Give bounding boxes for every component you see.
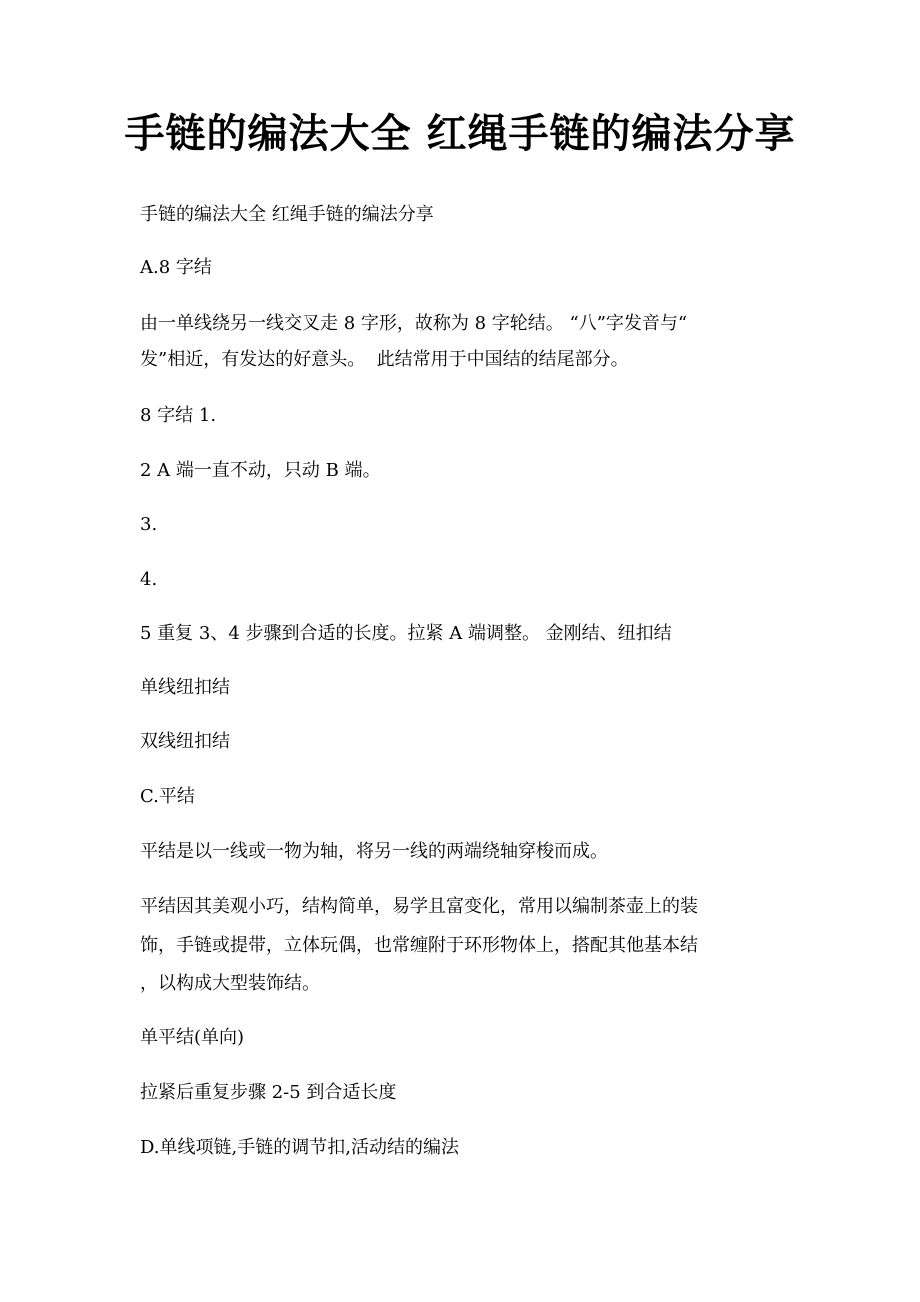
paragraph-subheading: 单平结(单向) <box>140 1027 245 1048</box>
paragraph-text: 平结因其美观小巧，结构简单，易学且富变化，常用以编制茶壶上的装 <box>140 896 698 917</box>
paragraph-step: 5 重复 3、4 步骤到合适的长度。拉紧 A 端调整。 金刚结、纽扣结 <box>140 623 672 644</box>
paragraph-text: 饰，手链或提带，立体玩偶，也常缠附于环形物体上，搭配其他基本结 <box>140 935 698 956</box>
paragraph-step: 3. <box>140 514 158 535</box>
paragraph-text: ，以构成大型装饰结。 <box>140 973 320 994</box>
paragraph-subheading: 双线纽扣结 <box>140 731 230 752</box>
paragraph-text: 平结是以一线或一物为轴，将另一线的两端绕轴穿梭而成。 <box>140 841 608 862</box>
paragraph-step: 8 字结 1. <box>140 405 217 426</box>
paragraph-heading-d: D.单线项链,手链的调节扣,活动结的编法 <box>140 1137 459 1158</box>
paragraph-text: 发”相近，有发达的好意头。 此结常用于中国结的结尾部分。 <box>140 349 629 370</box>
paragraph-step: 拉紧后重复步骤 2-5 到合适长度 <box>140 1082 397 1103</box>
paragraph-heading-a: A.8 字结 <box>140 257 212 278</box>
paragraph-subheading: 单线纽扣结 <box>140 677 230 698</box>
paragraph-step: 4. <box>140 569 158 590</box>
paragraph-step: 2 A 端一直不动，只动 B 端。 <box>140 460 381 481</box>
paragraph-subtitle: 手链的编法大全 红绳手链的编法分享 <box>140 204 434 225</box>
document-title: 手链的编法大全 红绳手链的编法分享 <box>124 111 796 157</box>
paragraph-text: 由一单线绕另一线交叉走 8 字形，故称为 8 字轮结。 “八”字发音与“ <box>140 313 688 334</box>
paragraph-heading-c: C.平结 <box>140 786 195 807</box>
